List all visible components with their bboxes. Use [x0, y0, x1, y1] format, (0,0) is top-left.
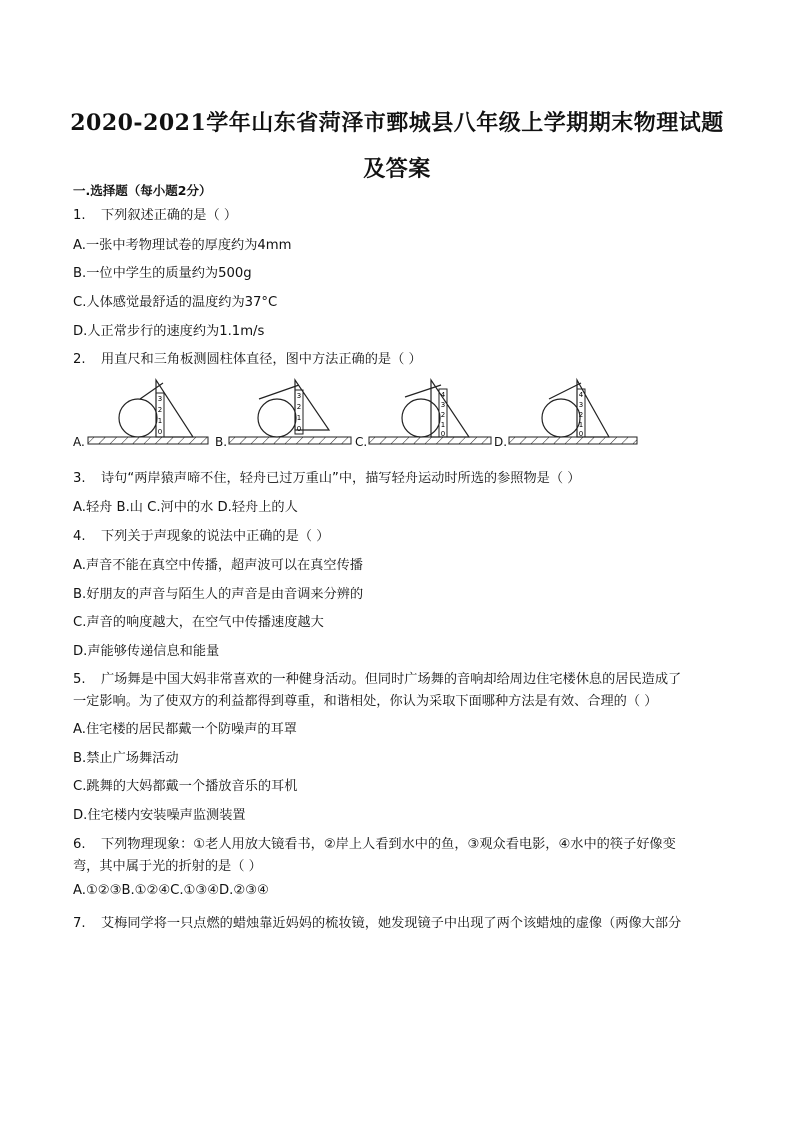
ruler-top	[405, 385, 441, 397]
tick-label: 0	[296, 425, 302, 433]
q4-option-a: A.声音不能在真空中传播，超声波可以在真空传播	[73, 558, 363, 573]
q1-option-c: C.人体感觉最舒适的温度约为37°C	[73, 295, 278, 310]
question-text: 艾梅同学将一只点燃的蜡烛靠近妈妈的梳妆镜，她发现镜子中出现了两个该蜡烛的虚像（两像大部分	[101, 916, 682, 931]
question-2-stem	[73, 348, 422, 367]
q5-option-a: A.住宅楼的居民都戴一个防噪声的耳罩	[73, 722, 297, 737]
q5-option-c: C.跳舞的大妈都戴一个播放音乐的耳机	[73, 779, 298, 794]
question-number: 2.	[73, 352, 86, 367]
tick-label: 2	[440, 411, 446, 419]
question-number: 5.	[73, 672, 86, 687]
table-surface	[229, 437, 351, 444]
panel-c	[369, 380, 491, 444]
tick-label: 0	[440, 430, 446, 438]
figure-label-b: B.	[215, 435, 228, 449]
question-5-stem-cont: 一定影响。为了使双方的利益都得到尊重，和谐相处，你认为采取下面哪种方法是有效、合理的（ ）	[73, 694, 658, 709]
tick-label: 3	[157, 395, 163, 403]
q1-option-b: B.一位中学生的质量约为500g	[73, 266, 252, 281]
cylinder	[119, 399, 157, 437]
question-number: 6.	[73, 837, 86, 852]
q5-option-d: D.住宅楼内安装噪声监测装置	[73, 808, 246, 823]
page-title: 2020-2021学年山东省菏泽市鄄城县八年级上学期期末物理试题及答案	[70, 110, 724, 182]
tick-label: 1	[578, 421, 584, 429]
tick-label: 1	[296, 414, 302, 422]
tick-label: 3	[296, 392, 302, 400]
tick-label: 4	[578, 391, 584, 399]
question-text: 下列关于声现象的说法中正确的是（ ）	[101, 529, 330, 544]
section-header: 一.选择题（每小题2分）	[73, 183, 212, 198]
question-number: 7.	[73, 916, 86, 931]
table-surface	[369, 437, 491, 444]
question-text: 广场舞是中国大妈非常喜欢的一种健身活动。但同时广场舞的音响却给周边住宅楼休息的居民造成了	[101, 672, 682, 687]
cylinder	[258, 399, 296, 437]
question-number: 1.	[73, 208, 86, 223]
q4-option-c: C.声音的响度越大，在空气中传播速度越大	[73, 615, 324, 630]
tick-label: 2	[578, 411, 584, 419]
q4-option-b: B.好朋友的声音与陌生人的声音是由音调来分辨的	[73, 587, 364, 602]
tick-label: 4	[440, 391, 446, 399]
question-text: 下列叙述正确的是（ ）	[101, 208, 238, 223]
question-7-stem	[73, 912, 681, 931]
question-6-stem-cont: 弯，其中属于光的折射的是（ ）	[73, 859, 262, 874]
question-text: 用直尺和三角板测圆柱体直径，图中方法正确的是（ ）	[101, 352, 422, 367]
q3-options: A.轻舟 B.山 C.河中的水 D.轻舟上的人	[73, 500, 298, 515]
q1-option-d: D.人正常步行的速度约为1.1m/s	[73, 324, 265, 339]
tick-label: 0	[157, 428, 163, 436]
cylinder	[542, 399, 580, 437]
tick-label: 2	[157, 406, 163, 414]
question-4-stem	[73, 525, 329, 544]
tick-label: 2	[296, 403, 302, 411]
question-number: 4.	[73, 529, 86, 544]
q4-option-d: D.声能够传递信息和能量	[73, 644, 220, 659]
ruler-top	[259, 385, 302, 400]
figure-label-d: D.	[494, 435, 508, 449]
question-text: 诗句“两岸猿声啼不住，轻舟已过万重山”中，描写轻舟运动时所选的参照物是（ ）	[101, 471, 581, 486]
tick-label: 0	[578, 430, 584, 438]
q1-option-a: A.一张中考物理试卷的厚度约为4mm	[73, 238, 292, 253]
figure-label-c: C.	[355, 435, 368, 449]
q5-option-b: B.禁止广场舞活动	[73, 751, 179, 766]
table-surface	[509, 437, 637, 444]
panel-b	[229, 380, 351, 444]
figure-label-a: A.	[73, 435, 85, 449]
tick-label: 1	[440, 421, 446, 429]
question-number: 3.	[73, 471, 86, 486]
tick-label: 3	[578, 401, 584, 409]
panel-d	[509, 380, 637, 444]
question-1-stem	[73, 204, 237, 223]
tick-label: 3	[440, 401, 446, 409]
question-5-stem	[73, 668, 681, 687]
table-surface	[88, 437, 208, 444]
q6-options: A.①②③B.①②④C.①③④D.②③④	[73, 883, 269, 898]
question-3-stem	[73, 467, 580, 486]
question-6-stem	[73, 833, 676, 852]
q2-figure	[73, 375, 643, 450]
tick-label: 1	[157, 417, 163, 425]
panel-a	[88, 380, 208, 444]
ruler-top	[549, 383, 581, 399]
cylinder	[402, 399, 440, 437]
question-text: 下列物理现象：①老人用放大镜看书，②岸上人看到水中的鱼，③观众看电影，④水中的筷子好像变	[101, 837, 676, 852]
q2-diagram-svg	[73, 375, 643, 450]
